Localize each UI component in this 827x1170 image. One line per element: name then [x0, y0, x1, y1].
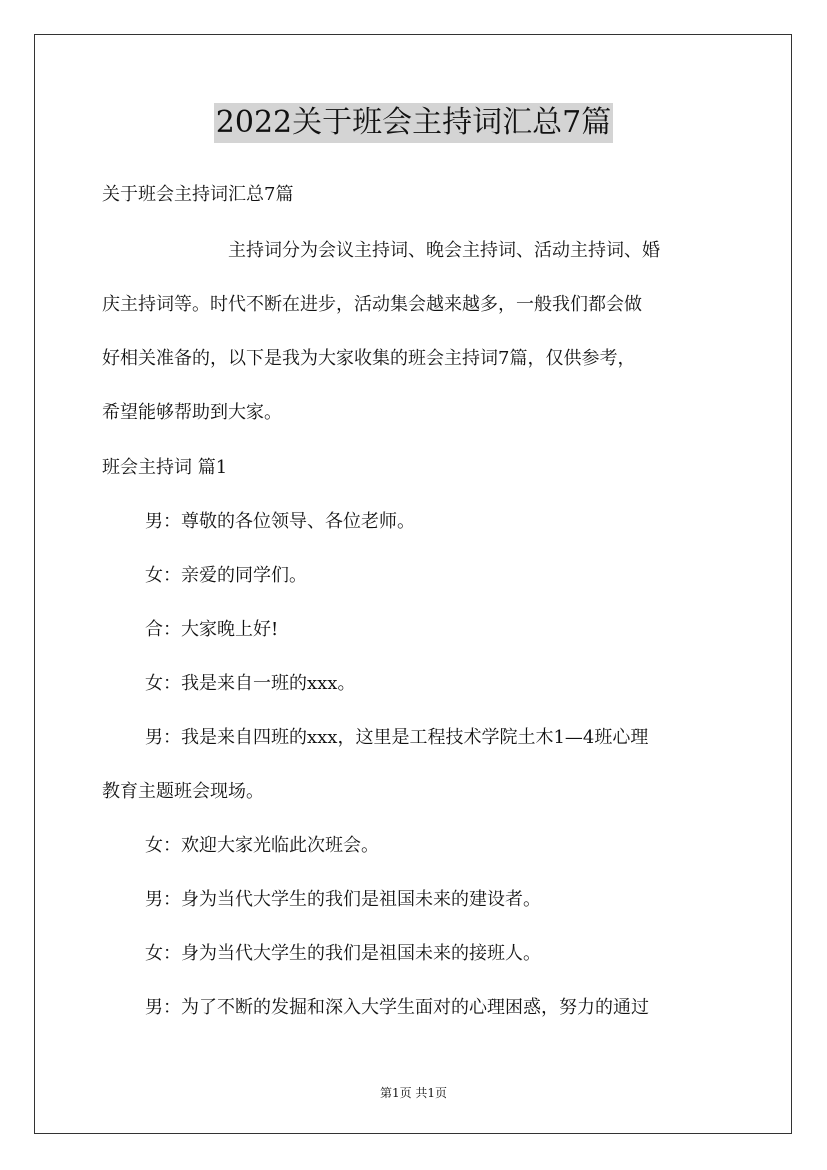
dialogue-line-2: 女：亲爱的同学们。: [145, 565, 307, 586]
intro-line-4: 希望能够帮助到大家。: [102, 402, 282, 423]
dialogue-line-1: 男：尊敬的各位领导、各位老师。: [145, 511, 415, 532]
dialogue-line-6: 教育主题班会现场。: [102, 781, 264, 802]
dialogue-line-9: 女：身为当代大学生的我们是祖国未来的接班人。: [145, 943, 541, 964]
document-subtitle: 关于班会主持词汇总7篇: [102, 184, 294, 205]
dialogue-line-10: 男：为了不断的发掘和深入大学生面对的心理困惑，努力的通过: [145, 997, 649, 1018]
dialogue-line-7: 女：欢迎大家光临此次班会。: [145, 835, 379, 856]
dialogue-line-5: 男：我是来自四班的xxx，这里是工程技术学院土木1—4班心理: [145, 727, 649, 748]
section-heading: 班会主持词 篇1: [102, 457, 228, 478]
dialogue-line-3: 合：大家晚上好!: [145, 619, 279, 640]
intro-line-1: 主持词分为会议主持词、晚会主持词、活动主持词、婚: [228, 240, 660, 261]
dialogue-line-4: 女：我是来自一班的xxx。: [145, 673, 356, 694]
intro-line-2: 庆主持词等。时代不断在进步，活动集会越来越多，一般我们都会做: [102, 294, 642, 315]
dialogue-line-8: 男：身为当代大学生的我们是祖国未来的建设者。: [145, 889, 541, 910]
title-container: [0, 103, 827, 143]
intro-line-3: 好相关准备的，以下是我为大家收集的班会主持词7篇，仅供参考，: [102, 348, 636, 369]
document-title: 2022关于班会主持词汇总7篇: [214, 103, 613, 143]
page-footer: 第1页 共1页: [379, 1086, 448, 1100]
